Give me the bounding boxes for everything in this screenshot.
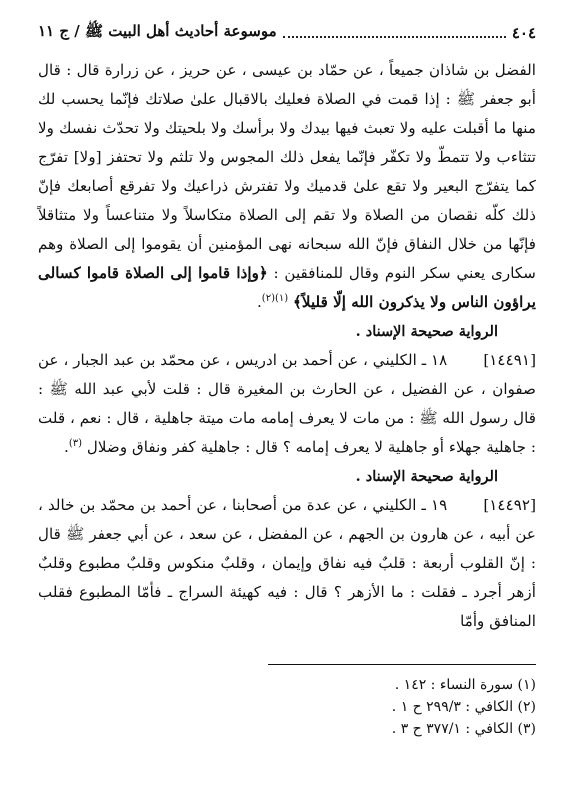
paragraph-continuation: الفضل بن شاذان جميعاً ، عن حمّاد بن عيسى ، عن حريز ، عن زرارة قال : قال أبو جعفر ﷺ : إذا قمت في الصلاة فعليك بالاقبال علىٰ صلاتك فإنّما يحسب لك منها ما أقبلت عليه ولا تعبث فيها بيدك ولا برأسك ولا بلحيتك ولا تحدّث نفسك ولا تتثاءب ولا تتمطّ ولا تكفّر فإنّما يفعل ذلك المجوس ولا تلثم ولا تحتفز [ولا] تفرّج كما يتفرّج البعير ولا تقع علىٰ قدميك ولا تفترش ذراعيك ولا تفرقع أصابعك فإنّ ذلك كلّه نقصان من الصلاة ولا تقم إلى الصلاة متكاسلاً ولا متناعساً ولا متثاقلاً فإنّها من خلال النفاق فإنّ الله سبحانه نهى المؤمنين أن يقوموا إلى الصلاة وهم سكارى يعني سكر النوم وقال للمنافقين : ﴿وإذا قاموا إلى الصلاة قاموا كسالى يراؤون الناس ولا يذكرون الله إلّا قليلاً﴾ $^{(١)(٢)}$. [38,61,536,311]
header-dot-leader [283,28,506,38]
page-number: ٤٠٤ [511,24,536,42]
footnote-ref: (٣) [68,437,82,449]
footnote: (٣) الكافي : ٣٧٧/١ ح ٣ . [391,721,536,737]
footnotes [38,674,536,740]
hadith-entry [38,491,536,636]
footnote-separator [268,664,536,665]
hadith-text: ١٨ ـ الكليني ، عن أحمد بن ادريس ، عن محمّد بن عبد الجبار ، عن صفوان ، عن الفضيل ، عن الحارث بن المغيرة قال : قلت لأبي عبد الله ﷺ : قال رسول الله ﷺ : من مات لا يعرف إمامه مات ميتة جاهلية ، قال : نعم ، قلت : جاهلية جهلاء أو جاهلية لا يعرف إمامه ؟ قال : جاهلية كفر ونفاق وضلال [38,351,536,456]
footnote: (٢) الكافي : ٢٩٩/٣ ح ١ . [391,699,536,715]
hadith-number: [١٤٤٩١] [483,351,536,369]
hadith-number: [١٤٤٩٢] [483,496,536,514]
main-text [38,56,536,636]
verdict-label: الرواية صحيحة الإسناد . [355,468,498,485]
header-title: موسوعة أحاديث أهل البيت ﷺ / ج ١١ [38,22,277,40]
paragraph-text: الفضل بن شاذان جميعاً ، عن حمّاد بن عيسى ، عن حريز ، عن زرارة قال : قال أبو جعفر ﷺ : إذا قمت في الصلاة فعليك بالاقبال علىٰ صلاتك فإنّما يحسب لك منها ما أقبلت عليه ولا تعبث فيها بيدك ولا برأسك ولا بلحيتك ولا تحدّث نفسك ولا تتثاءب ولا تتمطّ ولا تكفّر فإنّما يفعل ذلك المجوس ولا تلثم ولا تحتفز [ولا] تفرّج كما يتفرّج البعير ولا تقع علىٰ قدميك ولا تفترش ذراعيك ولا تفرقع أصابعك فإنّ ذلك كلّه نقصان من الصلاة ولا تقم إلى الصلاة متكاسلاً ولا متناعساً ولا متثاقلاً فإنّها من خلال النفاق فإنّ الله سبحانه نهى المؤمنين أن يقوموا إلى الصلاة وهم سكارى يعني سكر النوم وقال للمنافقين : [38,61,536,282]
footnote-ref: (١)(٢) [261,292,289,304]
footnote: (١) سورة النساء : ١٤٢ . [394,677,536,693]
running-header [38,22,536,44]
quran-verse: ﴿وإذا قاموا إلى الصلاة قاموا كسالى يراؤون الناس ولا يذكرون الله إلّا قليلاً﴾ [38,264,536,311]
verdict-label: الرواية صحيحة الإسناد . [355,323,498,340]
hadith-text: ١٩ ـ الكليني ، عن عدة من أصحابنا ، عن أحمد بن محمّد بن خالد ، عن أبيه ، عن هارون بن الجهم ، عن المفضل ، عن سعد ، عن أبي جعفر ﷺ قال : إنّ القلوب أربعة : قلبٌ فيه نفاق وإيمان ، وقلبٌ منكوس وقلبٌ مطبوع وقلبٌ أزهر أجرد ـ فقلت : ما الأزهر ؟ قال : فيه كهيئة السراج ـ فأمّا المطبوع فقلب المنافق وأمّا [38,496,536,630]
hadith-entry: [١٤٤٩١]١٨ ـ الكليني ، عن أحمد بن ادريس ، عن محمّد بن عبد الجبار ، عن صفوان ، عن الفضيل ، عن الحارث بن المغيرة قال : قلت لأبي عبد الله ﷺ : قال رسول الله ﷺ : من مات لا يعرف إمامه مات ميتة جاهلية ، قال : نعم ، قلت : جاهلية جهلاء أو جاهلية لا يعرف إمامه ؟ قال : جاهلية كفر ونفاق وضلال $^{(٣)}$. [38,346,536,462]
